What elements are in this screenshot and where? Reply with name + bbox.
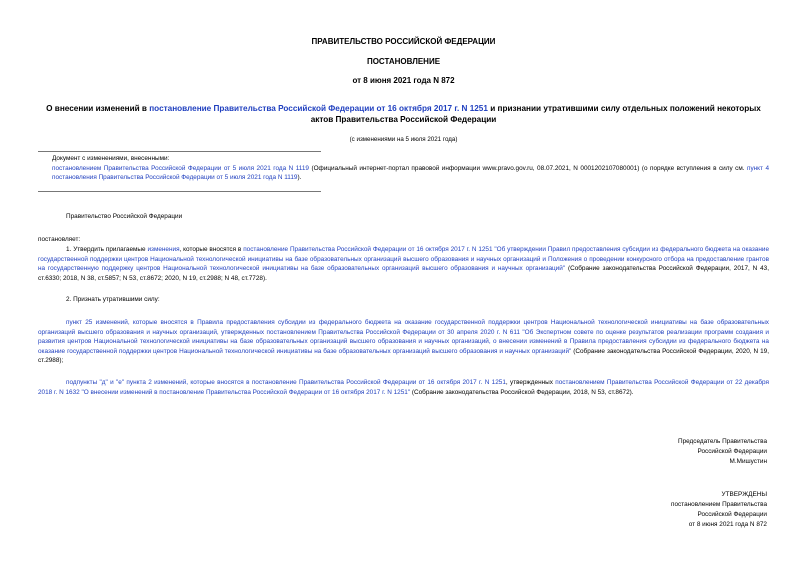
document-title <box>40 104 767 125</box>
divider-bottom <box>38 191 321 192</box>
changes-link-point4[interactable]: пункт 4 постановления Правительства Российской Федерации от 5 июля 2021 года N 1119 <box>52 164 769 182</box>
p1-start: 1. Утвердить прилагаемые <box>66 246 148 253</box>
p1-mid: , которые вносятся в <box>179 246 244 253</box>
title-suffix: и признании утратившими силу отдельных положений некоторых актов Правительства Российской Федерации <box>310 104 761 124</box>
paragraph-3 <box>38 318 769 366</box>
p3-end: (Собрание законодательства Российской Федерации, 2020, N 19, ст.2988); <box>38 347 769 365</box>
approved-block <box>671 490 767 530</box>
changes-block <box>38 154 769 183</box>
p4-link-subpoints[interactable]: подпункты "д" и "е" пункта 2 изменений, которые вносятся в постановление Правительства Российской Федерации от 16 октября 2017 г. N 1251 <box>66 379 506 386</box>
approved-line-2: постановлением Правительства <box>671 500 767 508</box>
p1-link-decree-1251[interactable]: постановление Правительства Российской Федерации от 16 октября 2017 г. N 1251 "Об утверждении Правил предоставления субсидии из федерального бюджета на оказание государственной поддержки центров Национальной технологической инициативы на базе образовательных организаций высшего образования и научных организаций и Положения о проведении конкурсного отбора на предоставление грантов на государственную поддержку центров Национальной технологической инициативы на базе образовательных организаций высшего образования и научных организаций" <box>38 246 770 273</box>
approved-line-3: Российской Федерации <box>697 510 767 518</box>
decrees-line: постановляет: <box>38 236 81 243</box>
title-prefix: О внесении изменений в <box>46 104 150 113</box>
signature-line-3: М.Мишустин <box>729 457 767 465</box>
paragraph-1 <box>38 245 769 283</box>
changes-text <box>38 164 769 183</box>
p4-mid: , утвержденных <box>505 379 556 386</box>
p4-link-decree-1632[interactable]: постановлением Правительства Российской Федерации от 22 декабря 2018 г. N 1632 "О внесении изменений в постановление Правительства Российской Федерации от 16 октября 2017 г. N 1251" <box>38 379 769 396</box>
signature-block <box>678 437 767 467</box>
signature-line-2: Российской Федерации <box>697 447 767 455</box>
title-link[interactable]: постановление Правительства Российской Федерации от 16 октября 2017 г. N 1251 <box>149 104 488 113</box>
changes-link-1119[interactable]: постановлением Правительства Российской Федерации от 5 июля 2021 года N 1119 <box>52 164 309 172</box>
changes-heading: Документ с изменениями, внесенными: <box>52 155 170 162</box>
paragraph-4 <box>38 378 769 397</box>
p4-end: (Собрание законодательства Российской Федерации, 2018, N 53, ст.8672). <box>410 388 634 396</box>
document-type: ПОСТАНОВЛЕНИЕ <box>366 57 441 66</box>
p1-end: (Собрание законодательства Российской Федерации, 2017, N 43, ст.6330; 2018, N 38, ст.5857; N 53, ст.8672; 2020, N 19, ст.2988; N 48, ст.7728). <box>38 265 769 282</box>
p3-link[interactable]: пункт 25 изменений, которые вносятся в Правила предоставления субсидии из федерального бюджета на оказание государственной поддержки центров Национальной технологической инициативы на базе образовательных организаций высшего образования и научных организаций, утвержденных постановлением Правительства Российской Федерации от 30 апреля 2020 г. N 611 "Об Экспертном совете по оценке результатов реализации программ создания и развития центров Национальной технологической инициативы на базе образовательных организаций высшего образования и научных организаций, о внесении изменений в Правила предоставления субсидии из федерального бюджета на оказание государственной поддержки центров Национальной технологической инициативы на базе образовательных организаций высшего образования и научных организаций" <box>38 319 769 355</box>
changes-text-2: ). <box>297 174 302 182</box>
changes-text-1: (Официальный интернет-портал правовой информации www.pravo.gov.ru, 08.07.2021, N 0001202107080001) (о порядке вступления в силу см. <box>308 164 747 172</box>
p1-link-changes[interactable]: изменения <box>147 246 180 253</box>
approved-line-1: УТВЕРЖДЕНЫ <box>721 491 767 498</box>
government-line: Правительство Российской Федерации <box>66 213 183 220</box>
paragraph-2: 2. Признать утратившими силу: <box>66 296 160 303</box>
divider-top <box>38 151 321 152</box>
document-date-number: от 8 июня 2021 года N 872 <box>352 76 455 85</box>
revision-note: (с изменениями на 5 июля 2021 года) <box>349 136 458 143</box>
signature-line-1: Председатель Правительства <box>678 438 767 445</box>
approved-line-4: от 8 июня 2021 года N 872 <box>688 520 767 528</box>
government-heading: ПРАВИТЕЛЬСТВО РОССИЙСКОЙ ФЕДЕРАЦИИ <box>311 37 496 46</box>
